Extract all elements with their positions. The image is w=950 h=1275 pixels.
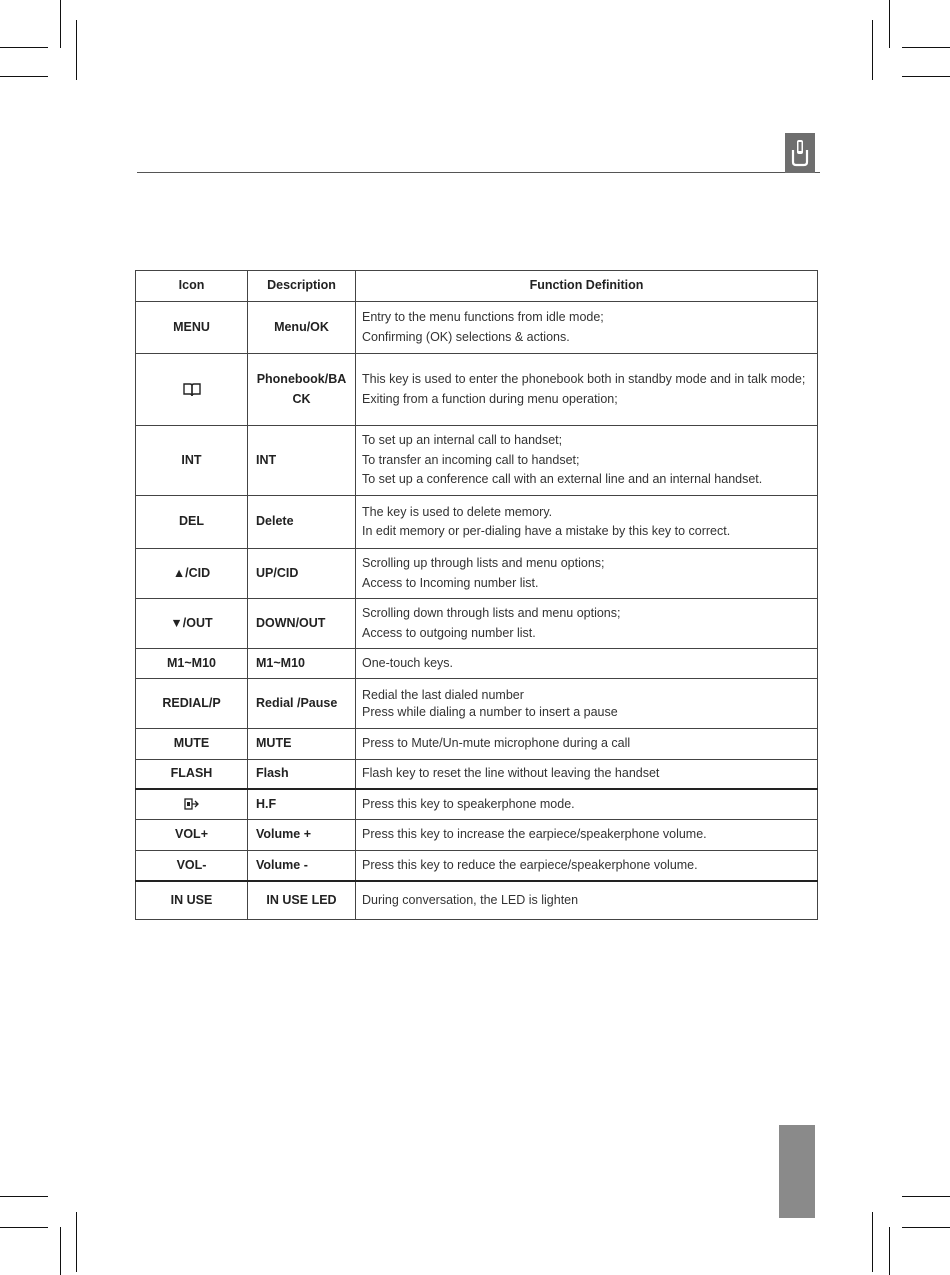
key-description: Volume + xyxy=(248,820,356,851)
key-icon-cell: MUTE xyxy=(136,729,248,760)
function-line: Scrolling down through lists and menu options; xyxy=(362,606,621,621)
header-function: Function Definition xyxy=(356,271,818,302)
function-line: The key is used to delete memory. xyxy=(362,504,553,519)
key-function xyxy=(356,760,818,789)
key-function xyxy=(356,679,818,729)
header-rule xyxy=(137,172,820,173)
function-line: Press this key to increase the earpiece/speakerphone volume. xyxy=(362,827,707,842)
function-line: Flash key to reset the line without leaving the handset xyxy=(362,766,660,781)
page-side-tab xyxy=(779,1125,815,1218)
key-function xyxy=(356,789,818,820)
table-row xyxy=(136,649,818,679)
function-line: Press this key to speakerphone mode. xyxy=(362,796,575,811)
key-function xyxy=(356,820,818,851)
table-row xyxy=(136,820,818,851)
function-line: Press this key to reduce the earpiece/speakerphone volume. xyxy=(362,857,698,872)
function-line: Press while dialing a number to insert a pause xyxy=(362,704,618,719)
crop-mark xyxy=(0,1196,48,1197)
phone-handset-icon xyxy=(789,138,811,168)
key-description: Menu/OK xyxy=(248,302,356,354)
crop-mark xyxy=(0,76,48,77)
function-line: To set up an internal call to handset; xyxy=(362,433,563,448)
key-description: DOWN/OUT xyxy=(248,599,356,649)
function-line: Exiting from a function during menu operation; xyxy=(362,391,618,406)
key-function-table xyxy=(135,270,818,920)
key-description: INT xyxy=(248,426,356,496)
crop-mark xyxy=(902,76,950,77)
table-row xyxy=(136,881,818,920)
table-header-row xyxy=(136,271,818,302)
crop-mark xyxy=(0,1227,48,1228)
key-icon-cell: IN USE xyxy=(136,881,248,920)
function-line: In edit memory or per-dialing have a mistake by this key to correct. xyxy=(362,524,731,538)
key-icon-cell: ▲/CID xyxy=(136,549,248,599)
key-description: Delete xyxy=(248,496,356,549)
table-row xyxy=(136,789,818,820)
key-function xyxy=(356,426,818,496)
table-row xyxy=(136,851,818,881)
function-line: Access to outgoing number list. xyxy=(362,625,536,640)
crop-mark xyxy=(889,1227,890,1275)
key-icon-cell: DEL xyxy=(136,496,248,549)
key-function xyxy=(356,302,818,354)
crop-mark xyxy=(60,0,61,48)
key-function xyxy=(356,599,818,649)
key-icon-cell: FLASH xyxy=(136,760,248,789)
crop-mark xyxy=(76,1212,77,1272)
table-row xyxy=(136,760,818,789)
key-description: H.F xyxy=(248,789,356,820)
table-row xyxy=(136,426,818,496)
key-function xyxy=(356,354,818,426)
function-line: To set up a conference call with an external line and an internal handset. xyxy=(362,472,763,487)
key-icon-cell xyxy=(136,789,248,820)
table-row xyxy=(136,679,818,729)
table-row xyxy=(136,599,818,649)
key-function xyxy=(356,881,818,920)
key-function xyxy=(356,549,818,599)
function-line: One-touch keys. xyxy=(362,655,454,670)
key-icon-cell: INT xyxy=(136,426,248,496)
function-line: Scrolling up through lists and menu options; xyxy=(362,556,605,571)
key-function xyxy=(356,496,818,549)
chapter-tab xyxy=(785,133,815,173)
table-row xyxy=(136,302,818,354)
table-row xyxy=(136,729,818,760)
table-row xyxy=(136,354,818,426)
key-description: UP/CID xyxy=(248,549,356,599)
header-icon: Icon xyxy=(136,271,248,302)
key-icon-cell xyxy=(136,354,248,426)
function-line: This key is used to enter the phonebook both in standby mode and in talk mode; xyxy=(362,372,806,387)
key-function xyxy=(356,649,818,679)
table-row xyxy=(136,549,818,599)
key-icon-cell: REDIAL/P xyxy=(136,679,248,729)
key-description: MUTE xyxy=(248,729,356,760)
key-function xyxy=(356,851,818,881)
crop-mark xyxy=(60,1227,61,1275)
key-description: Phonebook/BACK xyxy=(248,354,356,426)
crop-mark xyxy=(872,20,873,80)
key-description: Redial /Pause xyxy=(248,679,356,729)
function-line: Access to Incoming number list. xyxy=(362,575,539,590)
function-line: Press to Mute/Un-mute microphone during a call xyxy=(362,736,631,751)
key-icon-cell: VOL- xyxy=(136,851,248,881)
function-line: During conversation, the LED is lighten xyxy=(362,892,579,907)
function-line: Redial the last dialed number xyxy=(362,688,524,703)
crop-mark xyxy=(902,1227,950,1228)
key-icon-cell: ▼/OUT xyxy=(136,599,248,649)
crop-mark xyxy=(889,0,890,48)
function-line: Confirming (OK) selections & actions. xyxy=(362,329,570,344)
key-description: Flash xyxy=(248,760,356,789)
crop-mark xyxy=(0,47,48,48)
key-icon-cell: MENU xyxy=(136,302,248,354)
crop-mark xyxy=(872,1212,873,1272)
function-line: To transfer an incoming call to handset; xyxy=(362,452,580,467)
table-row xyxy=(136,496,818,549)
key-description: M1~M10 xyxy=(248,649,356,679)
header-description: Description xyxy=(248,271,356,302)
function-line: Entry to the menu functions from idle mode; xyxy=(362,310,604,325)
key-description: IN USE LED xyxy=(248,881,356,920)
key-function xyxy=(356,729,818,760)
speakerphone-icon xyxy=(183,796,201,812)
key-icon-cell: VOL+ xyxy=(136,820,248,851)
crop-mark xyxy=(902,47,950,48)
crop-mark xyxy=(76,20,77,80)
crop-mark xyxy=(902,1196,950,1197)
key-description: Volume - xyxy=(248,851,356,881)
key-icon-cell: M1~M10 xyxy=(136,649,248,679)
phonebook-icon xyxy=(182,382,202,398)
